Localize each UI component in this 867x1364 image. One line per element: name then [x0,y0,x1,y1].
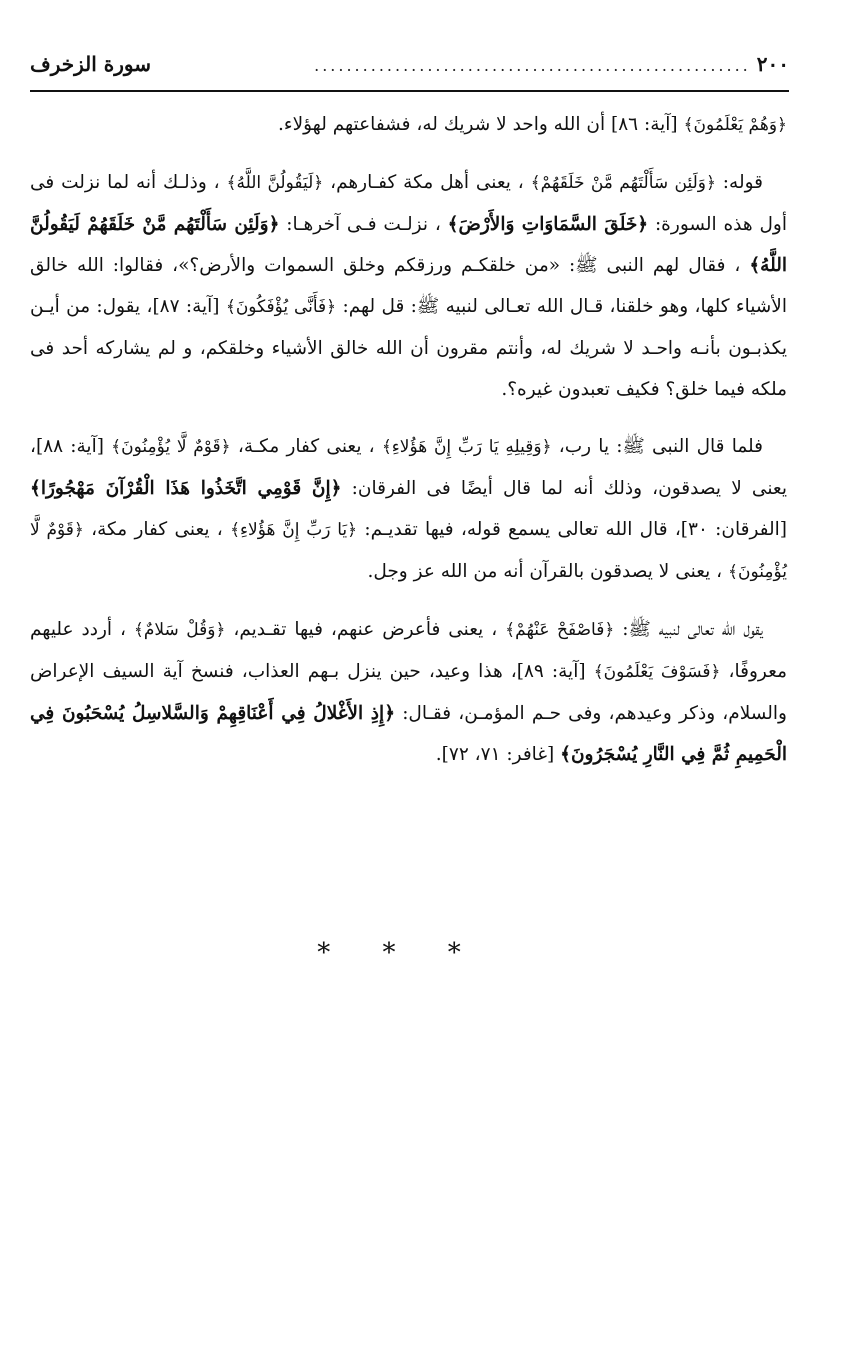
commentary-text: ، يعنى أهل مكة كفـارهم، [330,172,524,193]
commentary-text: ، وذلـك أنه لما نزلت فى أول هذه السورة: [30,172,787,235]
quran-quote-bold: ﴿إِذِ الأَغْلالُ فِي أَعْنَاقِهِمْ وَالسَّلاسِلُ يُسْحَبُونَ فِي الْحَمِيمِ ثُمَّ فِي النَّارِ يُسْجَرُونَ﴾ [30,703,787,765]
commentary-text: ، أردد عليهم معروفًا، [30,619,787,682]
commentary-body [30,104,787,791]
commentary-text: ، فقال لهم النبى ﷺ: «من خلقكـم ورزقكم وخلق السموات والأرض؟»، فقالوا: الله خالق الأشياء كلها، وهو خلقنا، قـال الله تعـالى لنبيه ﷺ: قل لهم: [30,255,787,317]
page-header [30,52,789,86]
paragraph-2 [30,162,787,410]
quran-quote: ﴿وَقُلْ سَلامٌ﴾ [133,620,226,640]
quran-quote-bold: ﴿إِنَّ قَوْمِي اتَّخَذُوا هَذَا الْقُرْآنَ مَهْجُورًا﴾ [30,478,342,499]
running-title: سورة الزخرف [30,52,152,76]
paragraph-3 [30,426,787,593]
section-separator: * * * [317,938,483,968]
quran-quote: ﴿قَوْمٌ لَّا يُؤْمِنُونَ﴾ [111,437,231,457]
commentary-text: ، يعنى فأعرض عنهم، فيها تقـديم، [233,619,498,640]
commentary-text: قوله: [722,172,763,193]
commentary-text: [غافر: ٧١، ٧٢]. [435,744,555,765]
quran-quote-bold: ﴿وَلَئِن سَأَلْتَهُم مَّنْ خَلَقَهُمْ لَيَقُولُنَّ اللَّهُ﴾ [30,214,787,276]
commentary-text: [آية: ٨٨]، يعنى لا يصدقون، وذلك أنه لما قال أيضًا فى الفرقان: [30,436,787,499]
quran-quote: ﴿وَقِيلِهِ يَا رَبِّ إِنَّ هَؤُلاءِ﴾ [381,437,552,457]
quran-quote: ﴿يَا رَبِّ إِنَّ هَؤُلاءِ﴾ [230,520,358,540]
commentary-text: [آية: ٨٩]، هذا وعيد، حين ينزل بـهم العذاب، فنسخ آية السيف الإعراض والسلام، وذكر وعيدهم، وفى حـم المؤمـن، فقـال: [30,661,787,724]
commentary-text: ، يعنى كفار مكة، [91,519,223,540]
commentary-text: ، نزلـت فـى آخرهـا: [286,214,441,235]
commentary-text: فلما قال النبى ﷺ: يا رب، [558,436,764,457]
commentary-text: يقول الله تعالى لنبيه ﷺ: [622,619,763,640]
page-number: ٢٠٠ [756,52,789,76]
commentary-text: ، يعنى كفار مكـة، [237,436,375,457]
header-leader-dots: ...................................................... [314,56,751,75]
commentary-text: [آية: ٨٦] أن الله واحد لا شريك له، فشفاعتهم لهؤلاء. [277,114,678,135]
commentary-text: [آية: ٨٧]، يقول: من أيـن يكذبـون بأنـه واحـد لا شريك له، وأنتم مقرون أن الله خالق الأشياء وخلقكم، و لم يشاركه أحد فى ملكه فيما خلق؟ فكيف تعبدون غيره؟. [30,296,787,400]
commentary-text: [الفرقان: ٣٠]، قال الله تعالى يسمع قوله، فيها تقديـم: [364,519,788,540]
quran-quote: ﴿فَأَنَّى يُؤْفَكُونَ﴾ [225,297,337,317]
header-rule [30,90,789,92]
quran-quote-bold: ﴿خَلَقَ السَّمَاوَاتِ وَالأَرْضَ﴾ [447,214,649,235]
quran-quote: ﴿وَلَئِن سَأَلْتَهُم مَّنْ خَلَقَهُمْ﴾ [530,173,716,193]
quran-quote: ﴿قَوْمٌ لَّا يُؤْمِنُونَ﴾ [30,520,787,582]
quran-quote: ﴿لَيَقُولُنَّ اللَّهُ﴾ [226,173,324,193]
paragraph-1 [30,104,787,146]
commentary-text: ، يعنى لا يصدقون بالقرآن أنه من الله عز وجل. [367,561,723,582]
paragraph-4 [30,609,787,775]
quran-quote: ﴿فَسَوْفَ يَعْلَمُونَ﴾ [593,662,721,682]
quran-quote: ﴿وَهُمْ يَعْلَمُونَ﴾ [683,115,787,135]
quran-quote: ﴿فَاصْفَحْ عَنْهُمْ﴾ [505,620,615,640]
